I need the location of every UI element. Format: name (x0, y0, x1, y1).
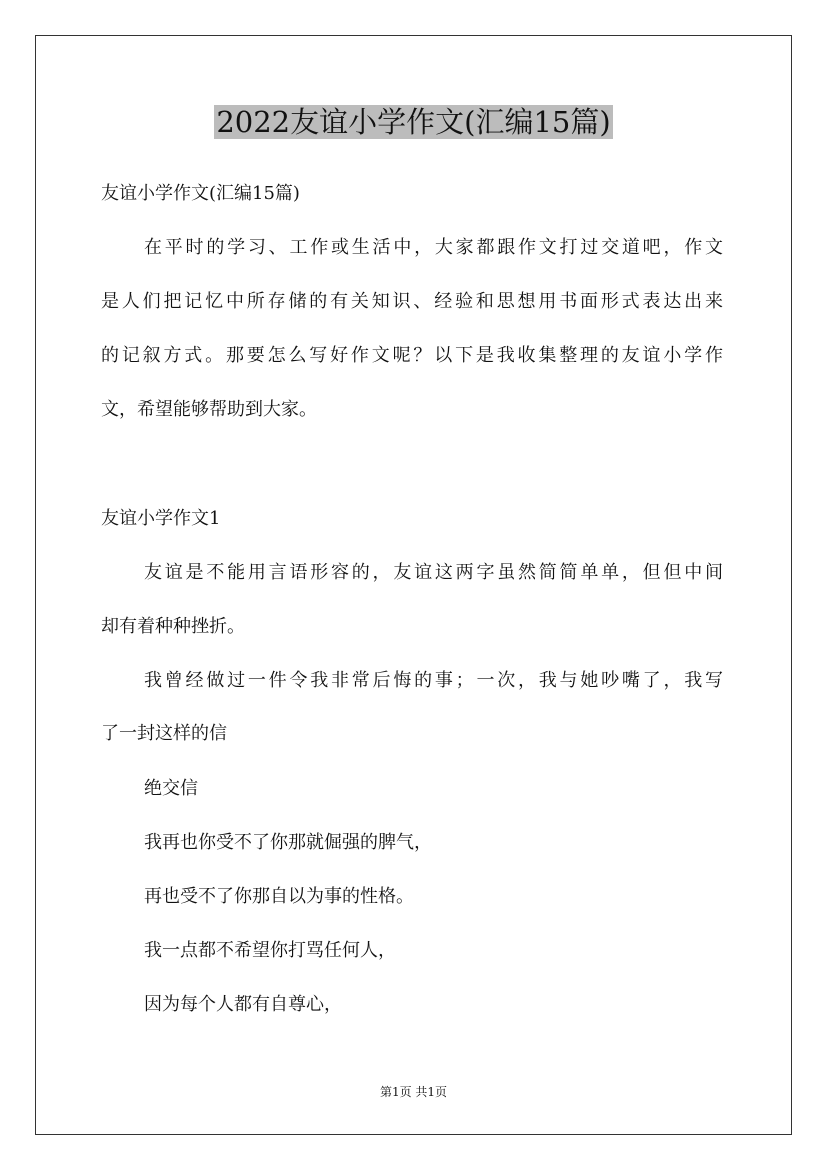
title-text: 2022友谊小学作文(汇编15篇) (216, 105, 611, 139)
letter-line-3: 我一点都不希望你打骂任何人， (144, 940, 396, 961)
essay-heading: 友谊小学作文1 (101, 508, 221, 529)
intro-line-2: 是人们把记忆中所存储的有关知识、经验和思想用书面形式表达出来 (101, 291, 723, 312)
intro-line-1: 在平时的学习、工作或生活中，大家都跟作文打过交道吧，作文 (144, 237, 723, 258)
subtitle: 友谊小学作文(汇编15篇) (101, 183, 300, 204)
letter-title: 绝交信 (144, 778, 198, 799)
letter-line-1: 我再也你受不了你那就倔强的脾气， (144, 832, 432, 853)
document-title (0, 100, 827, 144)
intro-line-3: 的记叙方式。那要怎么写好作文呢？以下是我收集整理的友谊小学作 (101, 345, 723, 366)
para1-line-2: 却有着种种挫折。 (101, 616, 245, 637)
letter-line-2: 再也受不了你那自以为事的性格。 (144, 886, 414, 907)
para2-line-2: 了一封这样的信 (101, 723, 227, 744)
intro-line-4: 文，希望能够帮助到大家。 (101, 399, 317, 420)
page-footer: 第1页 共1页 (379, 1085, 448, 1099)
letter-line-4: 因为每个人都有自尊心， (144, 994, 342, 1015)
para1-line-1: 友谊是不能用言语形容的，友谊这两字虽然简简单单，但但中间 (144, 562, 723, 583)
para2-line-1: 我曾经做过一件令我非常后悔的事；一次，我与她吵嘴了，我写 (144, 670, 723, 691)
